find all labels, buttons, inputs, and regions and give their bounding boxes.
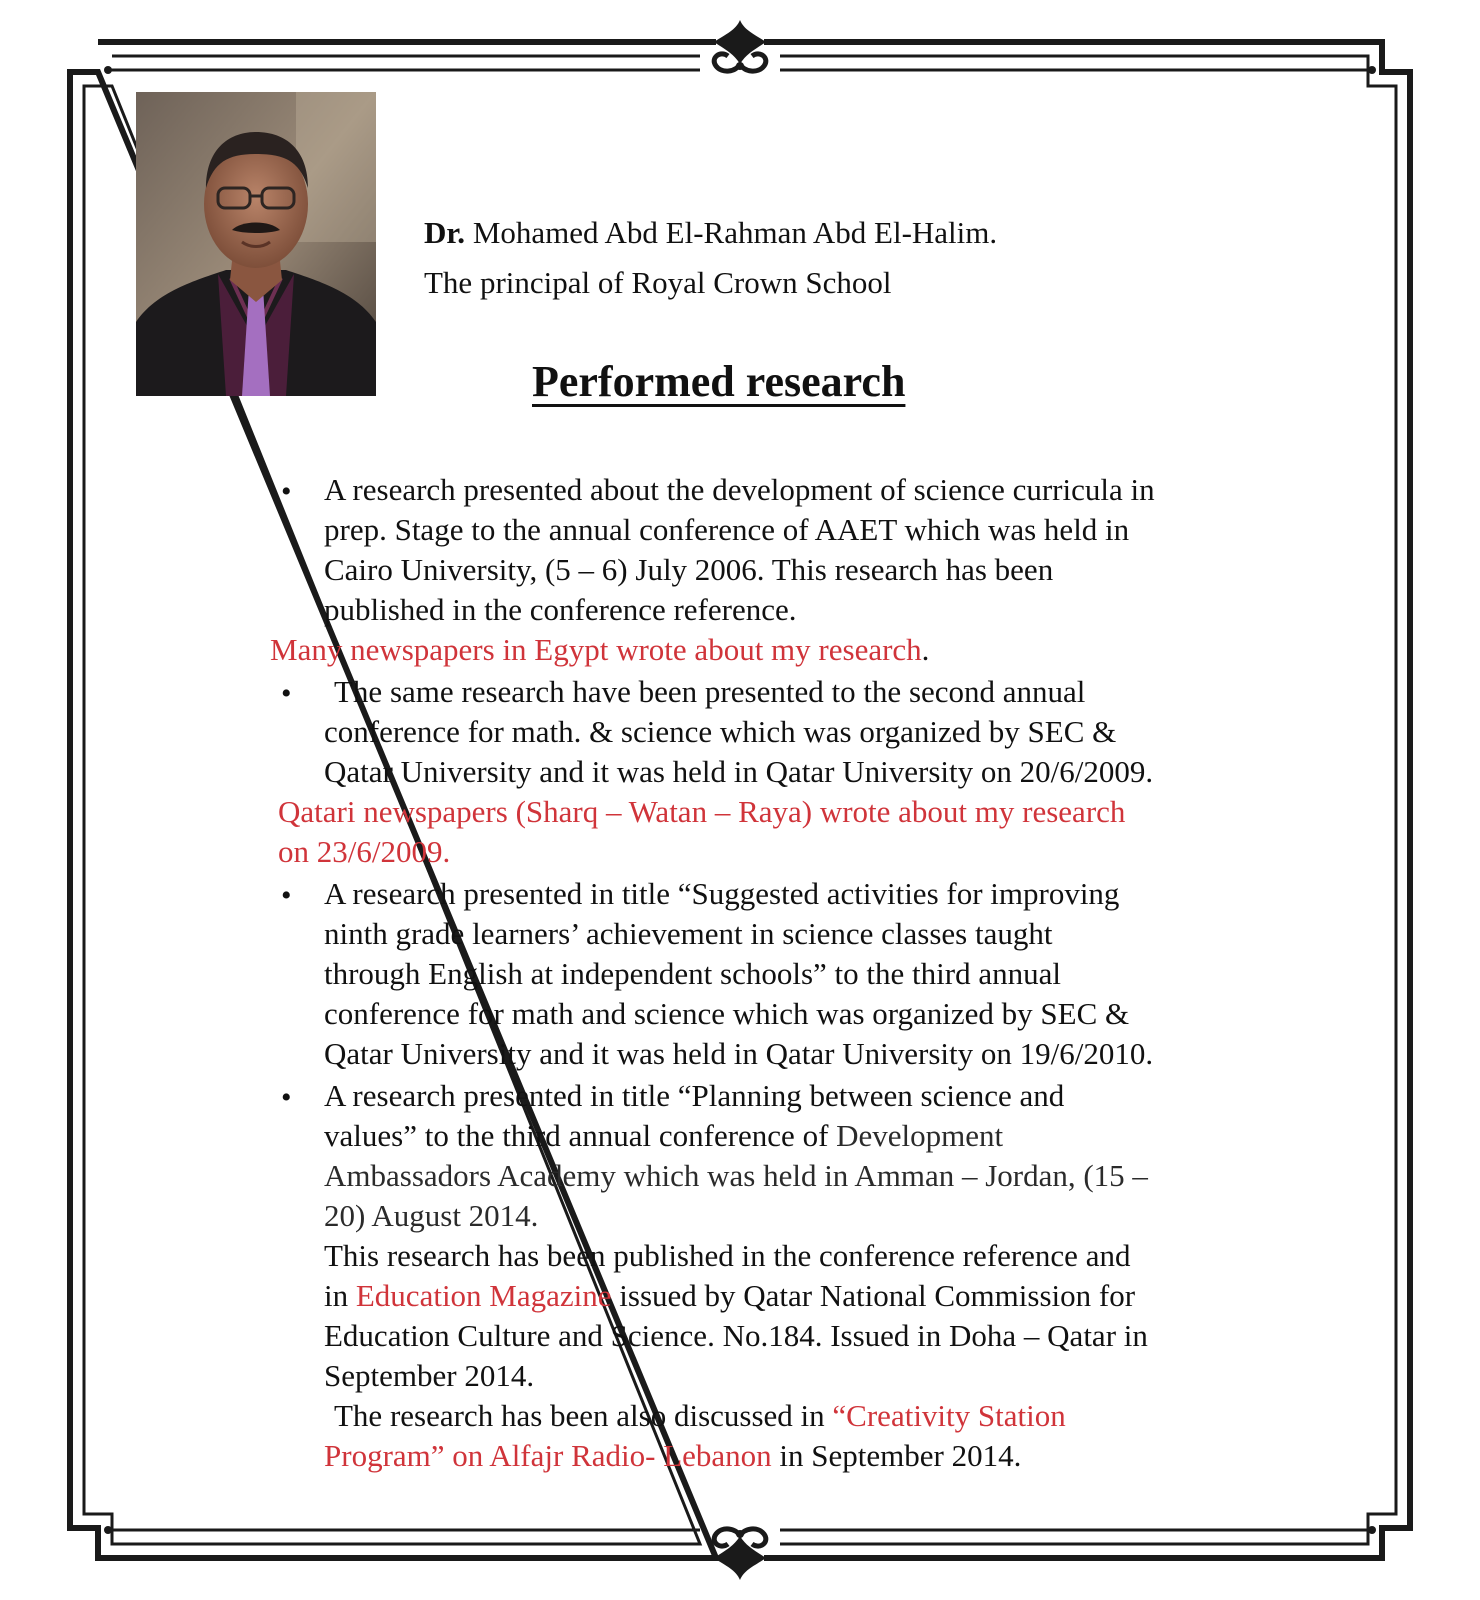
item1-note-period: .: [921, 632, 930, 667]
profile-name-line: [424, 208, 997, 258]
top-ornament: [714, 20, 766, 71]
bullet-icon: •: [281, 475, 292, 508]
item2-line2: conference for math. & science which was organized by SEC &: [324, 714, 1117, 749]
item4-line10: [324, 1436, 1021, 1477]
item4-line6-end: issued by Qatar National Commission for: [611, 1278, 1136, 1313]
item1-note-text: Many newspapers in Egypt wrote about my research: [270, 632, 922, 667]
creativity-station-text: “Creativity Station: [832, 1398, 1066, 1433]
education-magazine-text: Education Magazine: [355, 1278, 612, 1313]
item4-line6: [324, 1276, 1135, 1317]
bullet-icon: •: [281, 677, 292, 710]
bullet-icon: •: [281, 879, 292, 912]
item4-line9: [334, 1396, 1066, 1437]
profile-name: Mohamed Abd El-Rahman Abd El-Halim.: [472, 215, 998, 250]
profile-header: [424, 208, 997, 308]
item1-note: [270, 630, 929, 671]
item1-line1: A research presented about the development of science curricula in: [324, 472, 1155, 507]
portrait-photo: [136, 92, 376, 396]
item4-line3: Ambassadors Academy which was held in Amman – Jordan, (15 –: [324, 1158, 1148, 1193]
item1-line2: prep. Stage to the annual conference of AAET which was held in: [324, 512, 1130, 547]
item4-line5: This research has been published in the conference reference and: [324, 1238, 1131, 1273]
item2-note1: Qatari newspapers (Sharq – Watan – Raya) wrote about my research: [278, 794, 1126, 829]
page-heading: Performed research: [532, 357, 906, 406]
bullet-icon: •: [281, 1081, 292, 1114]
item4-line8: September 2014.: [324, 1358, 535, 1393]
item3-line5: Qatar University and it was held in Qatar University on 19/6/2010.: [324, 1036, 1154, 1071]
item4-line7: Education Culture and Science. No.184. Issued in Doha – Qatar in: [324, 1318, 1148, 1353]
item4-line4: 20) August 2014.: [324, 1198, 539, 1233]
item4-line10-end: in September 2014.: [771, 1438, 1022, 1473]
item3-line2: ninth grade learners’ achievement in science classes taught: [324, 916, 1053, 951]
item4-line9-start: The research has been also discussed in: [334, 1398, 833, 1433]
item2-line3: Qatar University and it was held in Qatar University on 20/6/2009.: [324, 754, 1154, 789]
item3-line3: through English at independent schools” to the third annual: [324, 956, 1061, 991]
item2-line1: The same research have been presented to the second annual: [334, 674, 1086, 709]
title-prefix: Dr.: [424, 215, 466, 250]
item4-line2: [324, 1116, 1003, 1157]
alfajr-radio-text: Program” on Alfajr Radio- Lebanon: [324, 1438, 772, 1473]
item1-line3: Cairo University, (5 – 6) July 2006. This research has been: [324, 552, 1054, 587]
item4-line2-end: Development: [836, 1118, 1004, 1153]
item4-line1: A research presented in title “Planning between science and: [324, 1078, 1065, 1113]
item3-line4: conference for math and science which was organized by SEC &: [324, 996, 1130, 1031]
profile-role: The principal of Royal Crown School: [424, 265, 892, 300]
item1-line4: published in the conference reference.: [324, 592, 797, 627]
item4-line6-start: in: [324, 1278, 356, 1313]
bottom-ornament: [714, 1529, 766, 1580]
item4-line2-start: values” to the third annual conference of: [324, 1118, 837, 1153]
item3-line1: A research presented in title “Suggested activities for improving: [324, 876, 1120, 911]
item2-note2: on 23/6/2009.: [278, 834, 451, 869]
